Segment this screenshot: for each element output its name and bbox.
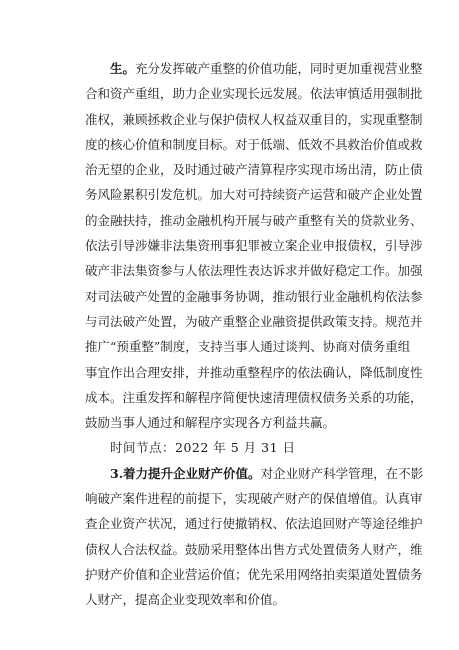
paragraph2-line-1-text: 对企业财产科学管理，在不影 — [260, 465, 424, 481]
paragraph2-line-2: 响破产案件进程的前提下，实现破产财产的保值增值。认真审 — [85, 491, 423, 507]
paragraph1-line-13: 事宜作出合理安排，并推动重整程序的依法确认，降低制度性 — [85, 364, 423, 380]
body-text — [85, 56, 424, 613]
paragraph1-line-7: 的金融扶持，推动金融机构开展与破产重整有关的贷款业务、 — [85, 212, 423, 228]
paragraph1-line-3: 准权，兼顾拯救企业与保护债权人权益双重目的，实现重整制 — [85, 111, 423, 127]
paragraph2-line-6: 人财产，提高企业变现效率和价值。 — [85, 592, 286, 608]
timeline-note: 时间节点：2022 年 5 月 31 日 — [110, 440, 296, 456]
paragraph2-line-5: 护财产价值和企业营运价值；优先采用网络拍卖渠道处置债务 — [85, 566, 423, 582]
paragraph1-line-4: 度的核心价值和制度目标。对于低端、低效不具救治价值或救 — [85, 136, 423, 152]
paragraph1-line-10: 对司法破产处置的金融事务协调，推动银行业金融机构依法参 — [85, 288, 423, 304]
paragraph1-lead: 生。 — [110, 61, 136, 76]
paragraph1-line-12: 推广“预重整”制度，支持当事人通过谈判、协商对债务重组 — [85, 339, 411, 355]
paragraph2-heading: 3.着力提升企业财产价值。 — [110, 465, 261, 481]
paragraph2-line-1 — [85, 461, 424, 486]
paragraph1-line-1-text: 充分发挥破产重整的价值功能，同时更加重视营业整 — [135, 61, 423, 76]
paragraph1-line-6: 务风险累积引发危机。加大对可持续资产运营和破产企业处置 — [85, 187, 423, 203]
paragraph1-line-9: 破产非法集资参与人依法理性表达诉求并做好稳定工作。加强 — [85, 263, 423, 279]
paragraph1-line-15: 鼓励当事人通过和解程序实现各方利益共赢。 — [85, 415, 336, 431]
paragraph1-line-1 — [85, 56, 423, 81]
paragraph1-line-8: 依法引导涉嫌非法集资刑事犯罪被立案企业申报债权，引导涉 — [85, 238, 423, 254]
paragraph1-line-11: 与司法破产处置，为破产重整企业融资提供政策支持。规范并 — [85, 313, 423, 329]
paragraph2-line-4: 债权人合法权益。鼓励采用整体出售方式处置债务人财产，维 — [85, 541, 423, 557]
paragraph1-line-2: 合和资产重组，助力企业实现长远发展。依法审慎适用强制批 — [85, 86, 423, 102]
paragraph1-line-14: 成本。注重发挥和解程序简便快速清理债权债务关系的功能， — [85, 389, 423, 405]
paragraph2-line-3: 查企业资产状况，通过行使撤销权、依法追回财产等途径维护 — [85, 516, 423, 532]
paragraph1-line-5: 治无望的企业，及时通过破产清算程序实现市场出清，防止债 — [85, 162, 423, 178]
